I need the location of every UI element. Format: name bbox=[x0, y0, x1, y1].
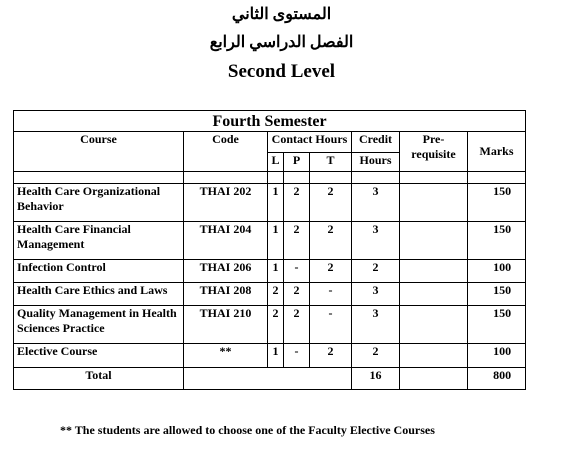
header-l: L bbox=[268, 153, 284, 172]
course-code: THAI 210 bbox=[184, 306, 268, 344]
header-marks: Marks bbox=[468, 132, 526, 172]
lecture-hours: 1 bbox=[268, 260, 284, 283]
table-row bbox=[14, 306, 526, 344]
marks: 150 bbox=[468, 283, 526, 306]
header-hours: Hours bbox=[352, 153, 400, 172]
prerequisite bbox=[400, 260, 468, 283]
tutorial-hours: 2 bbox=[310, 184, 352, 222]
course-name: Health Care Ethics and Laws bbox=[14, 283, 184, 306]
total-label: Total bbox=[14, 368, 184, 390]
table-row bbox=[14, 344, 526, 368]
prerequisite bbox=[400, 184, 468, 222]
credit-hours: 3 bbox=[352, 184, 400, 222]
lecture-hours: 1 bbox=[268, 222, 284, 260]
total-credit: 16 bbox=[352, 368, 400, 390]
practical-hours: 2 bbox=[284, 184, 310, 222]
credit-hours: 3 bbox=[352, 222, 400, 260]
credit-hours: 2 bbox=[352, 344, 400, 368]
course-table bbox=[13, 110, 526, 390]
prerequisite bbox=[400, 344, 468, 368]
marks: 150 bbox=[468, 184, 526, 222]
course-code: THAI 204 bbox=[184, 222, 268, 260]
lecture-hours: 1 bbox=[268, 184, 284, 222]
tutorial-hours: 2 bbox=[310, 260, 352, 283]
lecture-hours: 1 bbox=[268, 344, 284, 368]
tutorial-hours: - bbox=[310, 283, 352, 306]
marks: 100 bbox=[468, 260, 526, 283]
total-marks: 800 bbox=[468, 368, 526, 390]
footnote: ** The students are allowed to choose one of the Faculty Elective Courses bbox=[60, 423, 435, 437]
credit-hours: 2 bbox=[352, 260, 400, 283]
course-name: Health Care Organizational Behavior bbox=[14, 184, 184, 222]
course-name: Quality Management in Health Sciences Practice bbox=[14, 306, 184, 344]
marks: 100 bbox=[468, 344, 526, 368]
course-code: THAI 208 bbox=[184, 283, 268, 306]
prerequisite bbox=[400, 306, 468, 344]
header-t: T bbox=[310, 153, 352, 172]
tutorial-hours: 2 bbox=[310, 344, 352, 368]
practical-hours: 2 bbox=[284, 306, 310, 344]
marks: 150 bbox=[468, 306, 526, 344]
table-row bbox=[14, 260, 526, 283]
arabic-level-title: المستوى الثاني bbox=[231, 6, 332, 23]
header-course: Course bbox=[14, 132, 184, 172]
total-row bbox=[14, 368, 526, 390]
header-prerequisite: Pre-requisite bbox=[400, 132, 468, 172]
header-p: P bbox=[284, 153, 310, 172]
course-code: THAI 206 bbox=[184, 260, 268, 283]
prerequisite bbox=[400, 283, 468, 306]
header-contact-hours: Contact Hours bbox=[268, 132, 352, 153]
table-row bbox=[14, 222, 526, 260]
header-credit: Credit bbox=[352, 132, 400, 153]
practical-hours: 2 bbox=[284, 222, 310, 260]
semester-title: Fourth Semester bbox=[14, 111, 526, 132]
practical-hours: - bbox=[284, 344, 310, 368]
header-code: Code bbox=[184, 132, 268, 172]
level-title: Second Level bbox=[227, 61, 336, 82]
table-row bbox=[14, 283, 526, 306]
prerequisite bbox=[400, 222, 468, 260]
course-name: Elective Course bbox=[14, 344, 184, 368]
marks: 150 bbox=[468, 222, 526, 260]
practical-hours: 2 bbox=[284, 283, 310, 306]
course-code: ** bbox=[184, 344, 268, 368]
arabic-semester-title: الفصل الدراسي الرابع bbox=[209, 34, 354, 51]
table-row bbox=[14, 184, 526, 222]
course-name: Health Care Financial Management bbox=[14, 222, 184, 260]
course-code: THAI 202 bbox=[184, 184, 268, 222]
credit-hours: 3 bbox=[352, 283, 400, 306]
tutorial-hours: - bbox=[310, 306, 352, 344]
tutorial-hours: 2 bbox=[310, 222, 352, 260]
lecture-hours: 2 bbox=[268, 283, 284, 306]
course-name: Infection Control bbox=[14, 260, 184, 283]
credit-hours: 3 bbox=[352, 306, 400, 344]
practical-hours: - bbox=[284, 260, 310, 283]
lecture-hours: 2 bbox=[268, 306, 284, 344]
